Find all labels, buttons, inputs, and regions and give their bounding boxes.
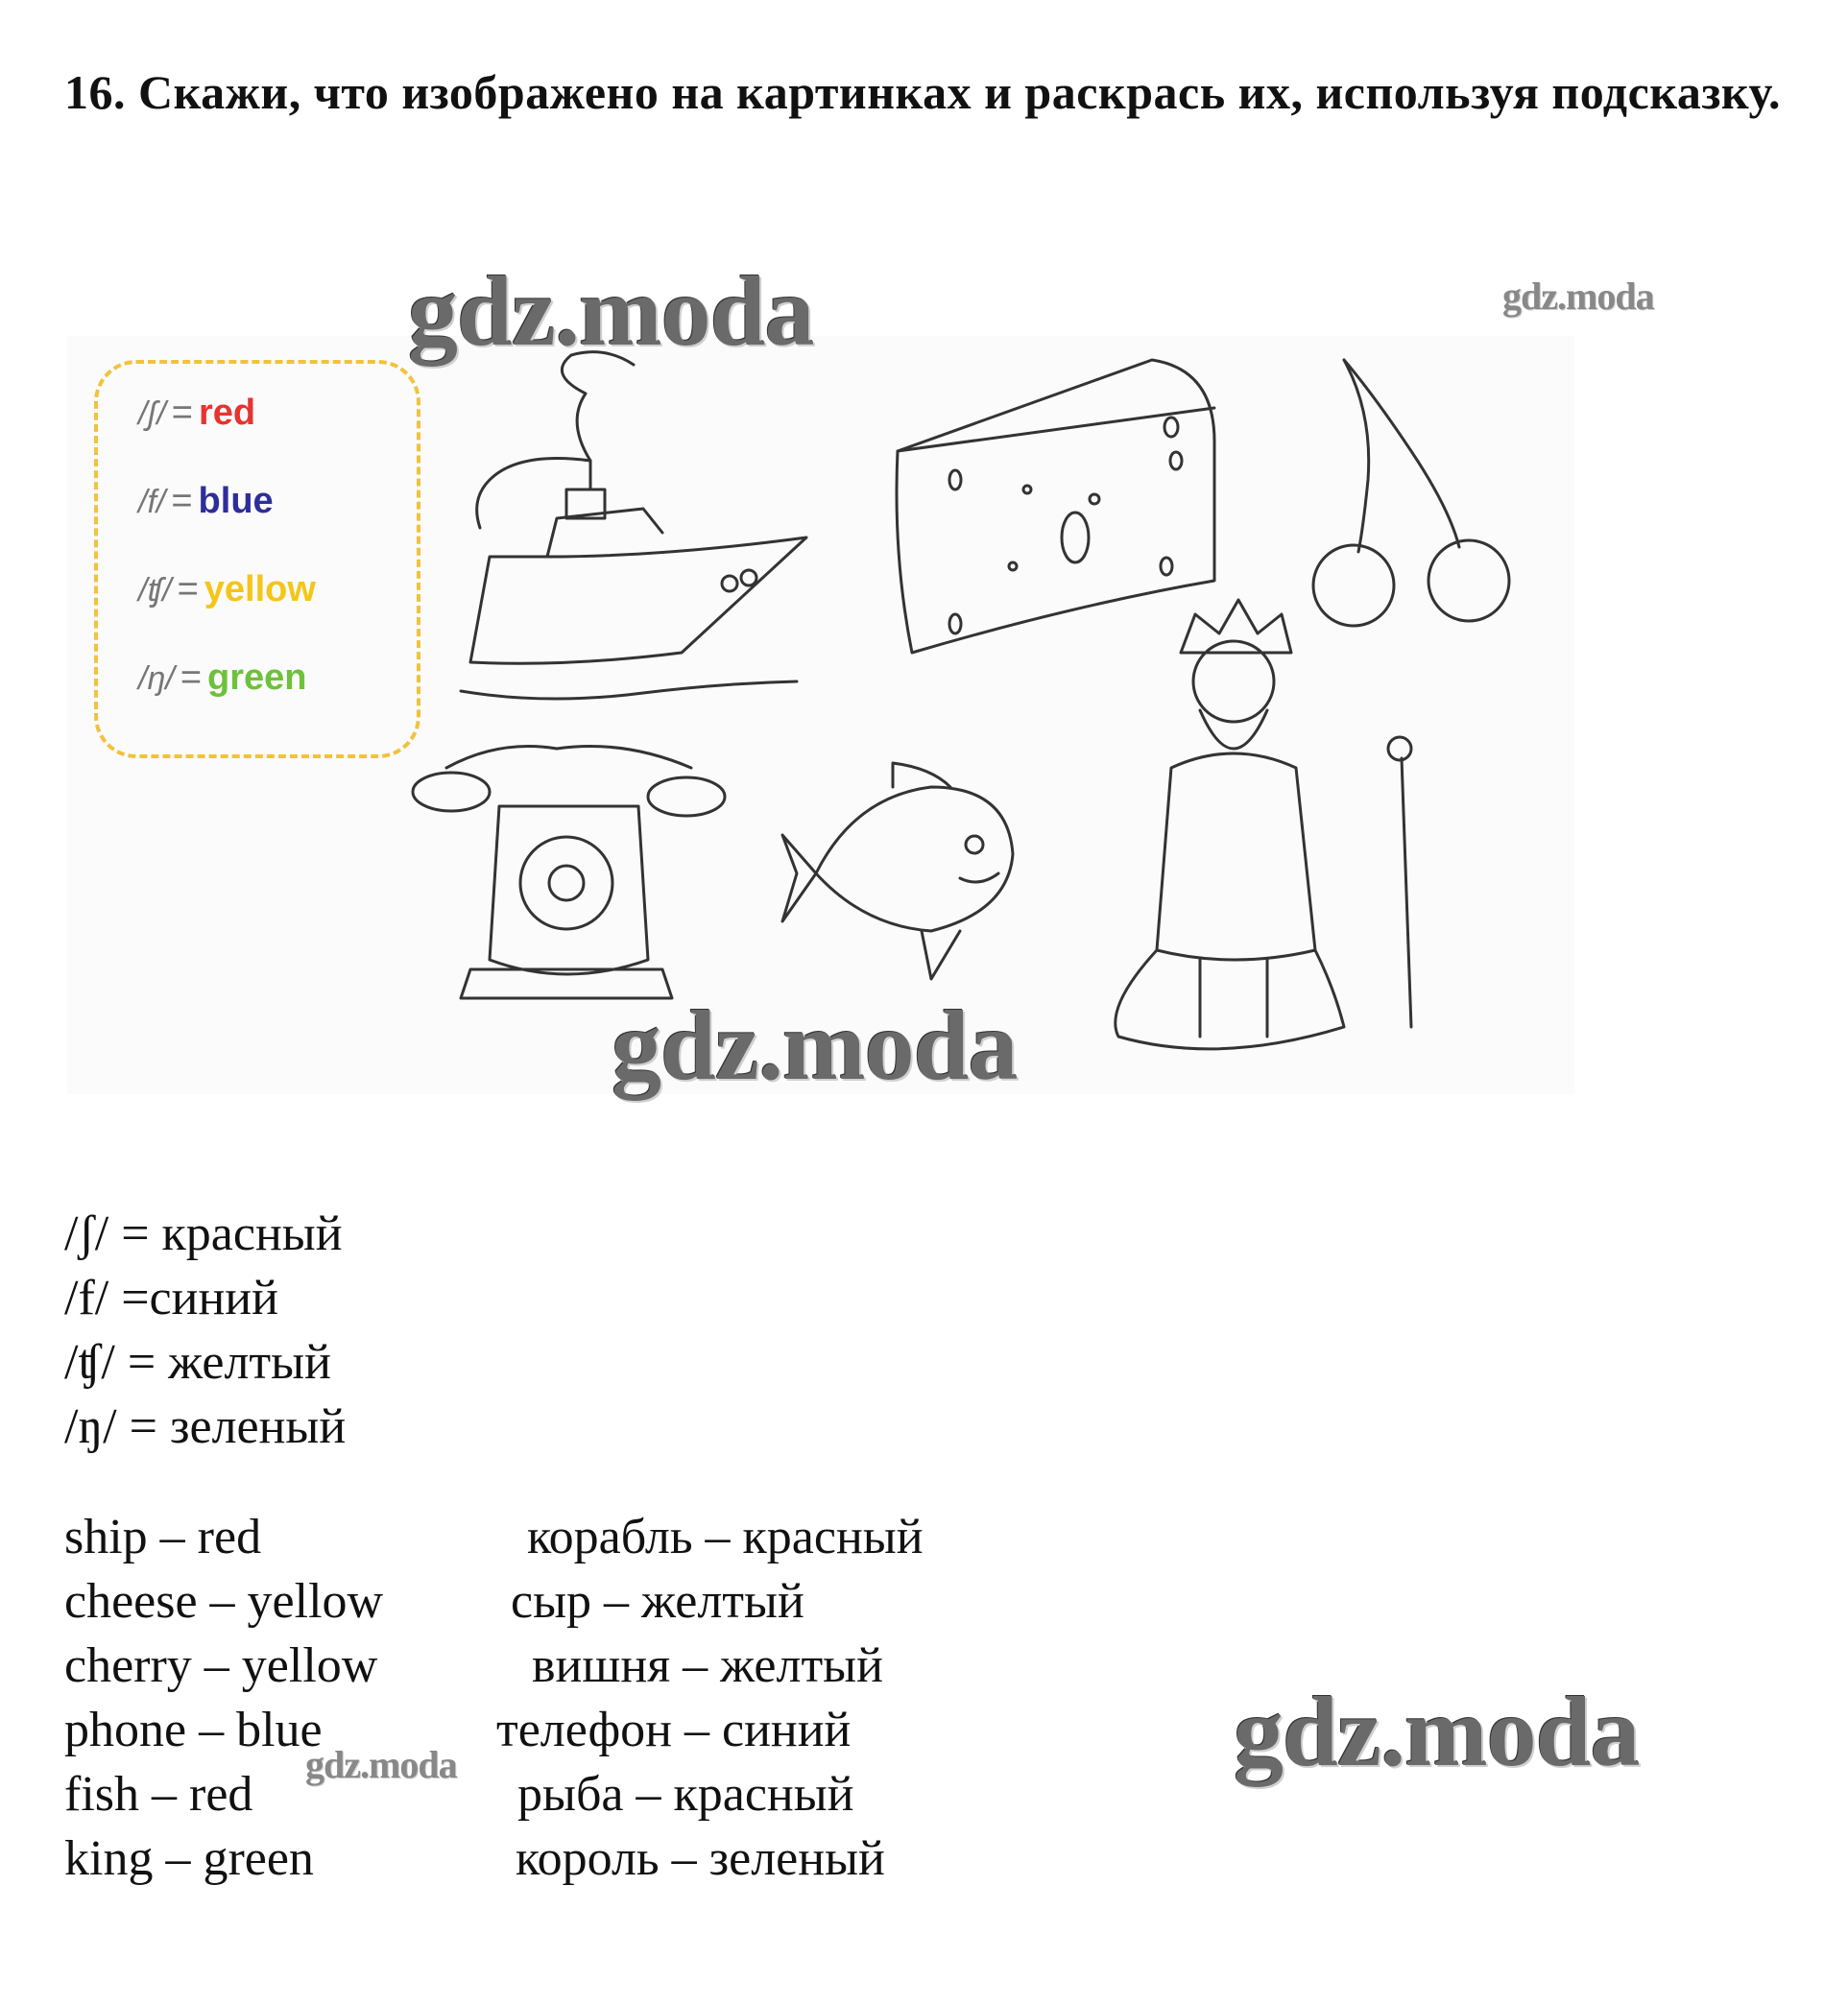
watermark: gdz.moda: [305, 1743, 457, 1786]
answer-english: cheese – yellow: [64, 1574, 384, 1629]
legend-item-red: /ʃ/ = red: [138, 393, 256, 433]
legend-color-green: green: [207, 657, 307, 698]
ship-icon: [461, 352, 806, 699]
cheese-icon: [897, 360, 1214, 653]
watermark: gdz.moda: [1234, 1677, 1640, 1787]
answer-russian: корабль – красный: [527, 1510, 924, 1564]
legend-color-red: red: [198, 393, 256, 433]
answer-row: [64, 1698, 1120, 1762]
legend-color-yellow: yellow: [204, 569, 316, 609]
answer-row: [64, 1569, 1120, 1634]
answer-english: ship – red: [64, 1510, 262, 1564]
watermark: gdz.moda: [612, 991, 1018, 1101]
watermark: gdz.moda: [1502, 274, 1654, 318]
answer-row: [64, 1634, 1120, 1698]
answer-english: cherry – yellow: [64, 1638, 378, 1693]
answer-english: phone – blue: [64, 1703, 323, 1757]
answer-russian: сыр – желтый: [511, 1574, 804, 1629]
hint-line: /ʧ/ = желтый: [64, 1335, 331, 1390]
cherry-icon: [1313, 360, 1509, 626]
answer-russian: вишня – желтый: [532, 1638, 883, 1693]
answer-row: [64, 1762, 1120, 1826]
answer-english: king – green: [64, 1831, 314, 1886]
hint-line: /f/ =синий: [64, 1271, 278, 1325]
king-icon: [1116, 600, 1411, 1049]
answer-russian: король – зеленый: [516, 1831, 885, 1886]
answer-row: [64, 1826, 1120, 1891]
legend-item-blue: /f/ = blue: [138, 481, 274, 521]
hint-line: /ŋ/ = зеленый: [64, 1399, 347, 1454]
hint-translations: [64, 1202, 346, 1459]
answer-english: fish – red: [64, 1767, 253, 1822]
watermark: gdz.moda: [408, 256, 814, 367]
legend-item-green: /ŋ/ = green: [138, 657, 307, 698]
telephone-icon: [413, 747, 725, 999]
picture-panel: [67, 336, 1574, 1094]
answer-list: [64, 1505, 1120, 1891]
fish-icon: [782, 763, 1013, 979]
legend-color-blue: blue: [198, 481, 274, 521]
task-title: 16. Скажи, что изображено на картинках и раскрась их, используя подсказку.: [64, 65, 1782, 119]
legend-item-yellow: /ʧ/ = yellow: [138, 569, 316, 609]
answer-russian: рыба – красный: [517, 1767, 854, 1822]
answer-russian: телефон – синий: [496, 1703, 852, 1757]
hint-line: /ʃ/ = красный: [64, 1206, 343, 1261]
answer-row: [64, 1505, 1120, 1569]
